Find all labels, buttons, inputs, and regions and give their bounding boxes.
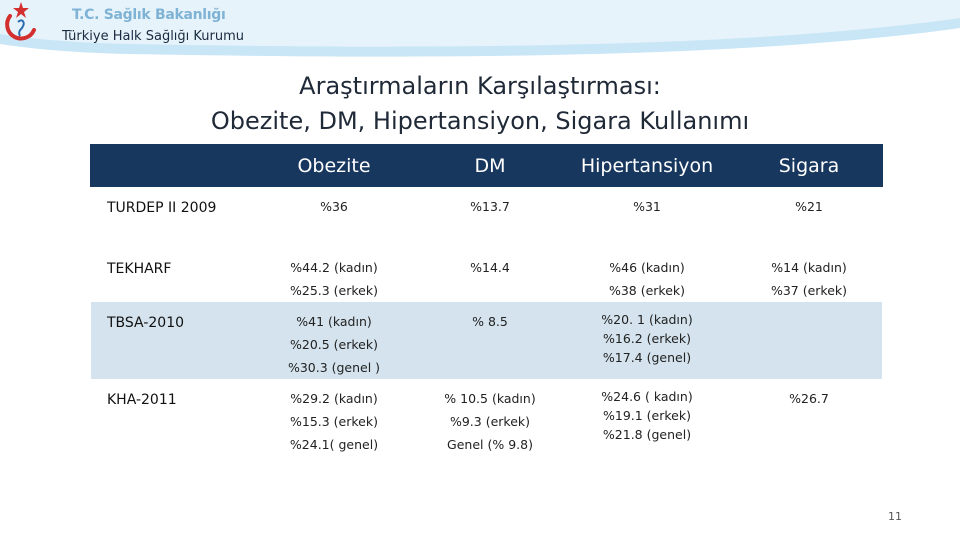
cell-line: %37 (erkek) bbox=[770, 283, 848, 298]
cell-line: %38 (erkek) bbox=[608, 283, 686, 298]
table-cell bbox=[422, 302, 558, 379]
table-cell bbox=[558, 248, 736, 302]
column-header: DM bbox=[422, 145, 558, 186]
table-cell bbox=[558, 186, 736, 248]
cell-line: %14 (kadın) bbox=[771, 260, 847, 275]
cell-line: %16.2 (erkek) bbox=[603, 331, 691, 346]
table-row bbox=[91, 302, 882, 379]
page-number: 11 bbox=[888, 510, 902, 523]
cell-line: % 10.5 (kadın) bbox=[444, 391, 536, 406]
column-header bbox=[91, 145, 246, 186]
table-cell bbox=[558, 379, 736, 463]
cell-line: %36 bbox=[320, 199, 348, 214]
table-cell bbox=[422, 248, 558, 302]
cell-line: %19.1 (erkek) bbox=[603, 408, 691, 423]
page-title-line1: Araştırmaların Karşılaştırması: bbox=[299, 72, 661, 100]
cell-line: Genel (% 9.8) bbox=[447, 437, 533, 452]
table-header-row bbox=[91, 145, 882, 186]
cell-line: %14.4 bbox=[470, 260, 510, 275]
column-header: Hipertansiyon bbox=[558, 145, 736, 186]
table-cell bbox=[246, 379, 422, 463]
table-row bbox=[91, 248, 882, 302]
table-row bbox=[91, 379, 882, 463]
table-cell bbox=[246, 302, 422, 379]
cell-line: %24.6 ( kadın) bbox=[601, 389, 693, 404]
table-cell bbox=[422, 379, 558, 463]
cell-line: %24.1( genel) bbox=[289, 437, 379, 452]
column-header: Obezite bbox=[246, 145, 422, 186]
sub-org-name: Türkiye Halk Sağlığı Kurumu bbox=[62, 29, 245, 44]
table-cell bbox=[736, 186, 882, 248]
cell-line: %20.5 (erkek) bbox=[290, 337, 378, 352]
cell-line: %41 (kadın) bbox=[296, 314, 372, 329]
row-header: TBSA-2010 bbox=[91, 302, 246, 379]
cell-line: %26.7 bbox=[789, 391, 829, 406]
cell-line: %31 bbox=[633, 199, 661, 214]
table-row bbox=[91, 186, 882, 248]
org-name: T.C. Sağlık Bakanlığı bbox=[72, 7, 226, 23]
cell-line: %17.4 (genel) bbox=[602, 350, 692, 365]
table-cell bbox=[246, 248, 422, 302]
cell-line: %30.3 (genel ) bbox=[287, 360, 381, 375]
cell-line: %29.2 (kadın) bbox=[290, 391, 378, 406]
ministry-logo bbox=[0, 0, 44, 44]
comparison-table bbox=[90, 144, 883, 463]
header-banner bbox=[0, 0, 960, 62]
table-cell bbox=[736, 379, 882, 463]
table-cell bbox=[736, 248, 882, 302]
table-cell bbox=[558, 302, 736, 379]
row-header: TEKHARF bbox=[91, 248, 246, 302]
row-header: TURDEP II 2009 bbox=[91, 186, 246, 248]
table-cell bbox=[422, 186, 558, 248]
cell-line: %9.3 (erkek) bbox=[449, 414, 531, 429]
table-cell bbox=[736, 302, 882, 379]
cell-line: %44.2 (kadın) bbox=[290, 260, 378, 275]
cell-line: %25.3 (erkek) bbox=[290, 283, 378, 298]
cell-line: %21.8 (genel) bbox=[602, 427, 692, 442]
cell-line: % 8.5 bbox=[472, 314, 508, 329]
cell-line: %15.3 (erkek) bbox=[290, 414, 378, 429]
cell-line: %20. 1 (kadın) bbox=[601, 312, 693, 327]
table-cell bbox=[246, 186, 422, 248]
column-header: Sigara bbox=[736, 145, 882, 186]
row-header: KHA-2011 bbox=[91, 379, 246, 463]
page-title-line2: Obezite, DM, Hipertansiyon, Sigara Kullanımı bbox=[210, 107, 750, 135]
cell-line: %13.7 bbox=[470, 199, 510, 214]
cell-line: %21 bbox=[795, 199, 823, 214]
cell-line: %46 (kadın) bbox=[609, 260, 685, 275]
